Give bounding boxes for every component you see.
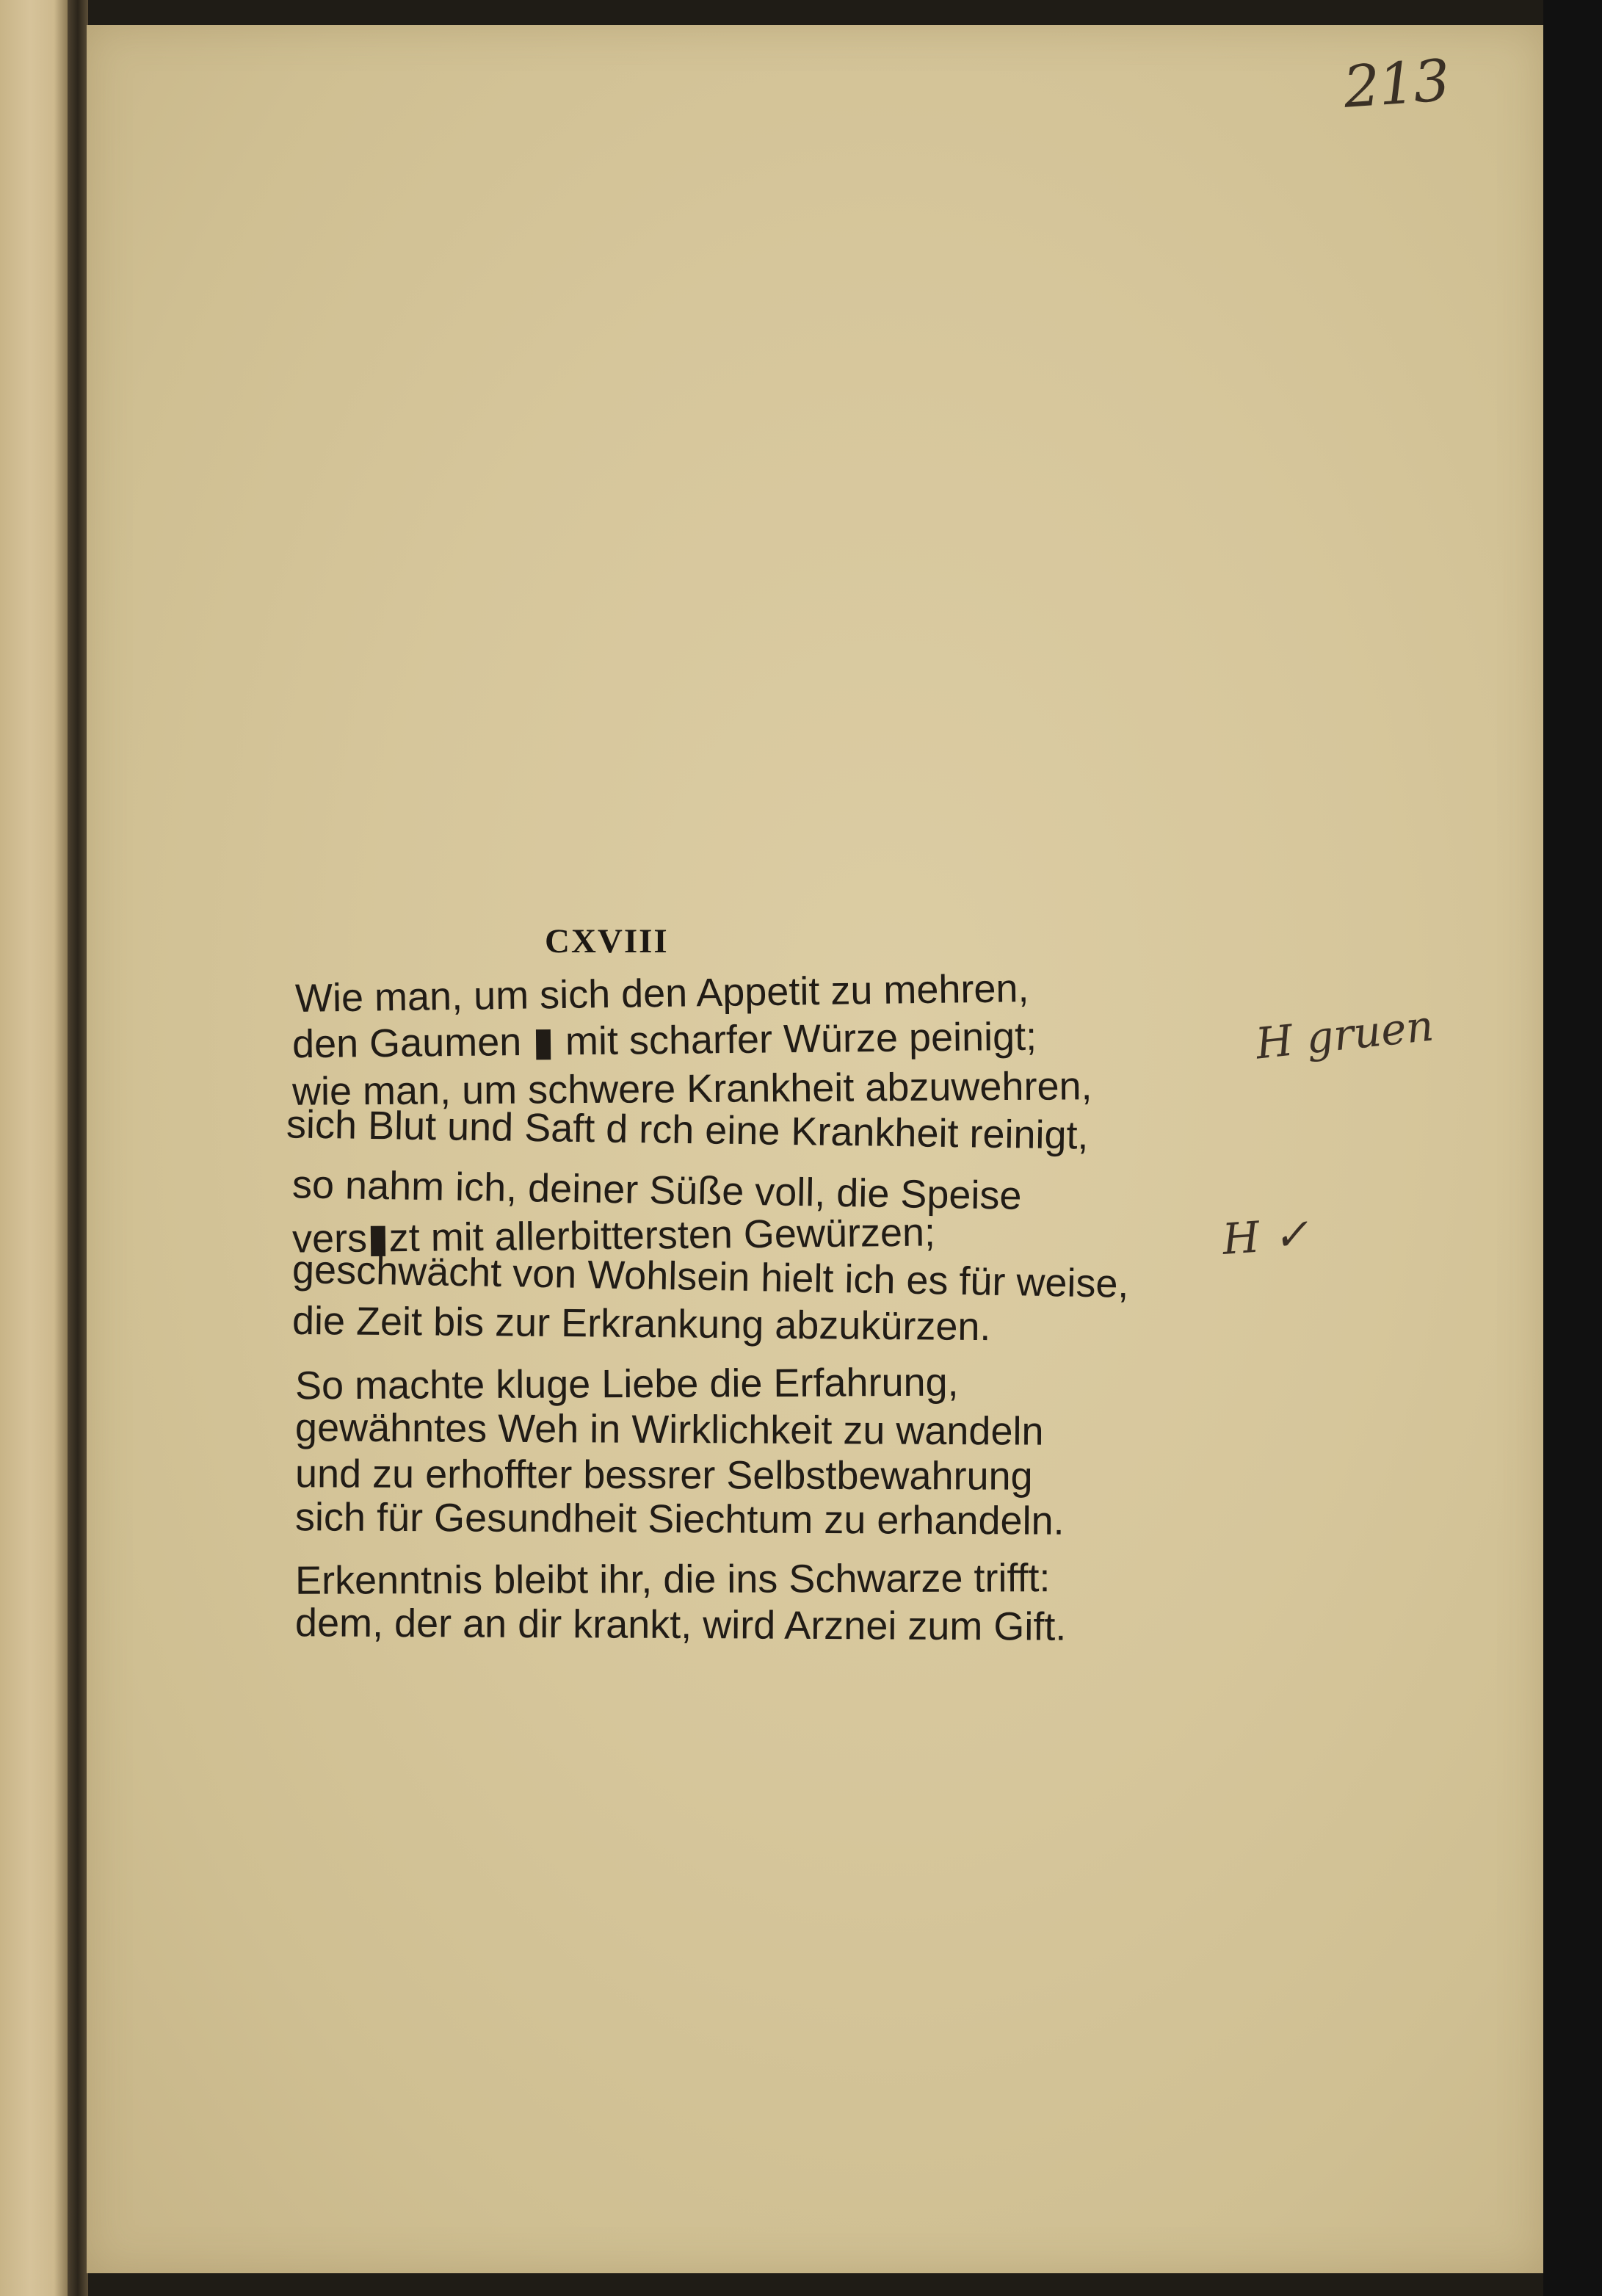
- poem-line: vers▮zt mit allerbittersten Gewürzen;: [291, 1210, 936, 1261]
- scan-border: [1543, 0, 1602, 2296]
- margin-annotation: H ✓: [1220, 1208, 1311, 1265]
- poem-line: So machte kluge Liebe die Erfahrung,: [294, 1360, 959, 1408]
- poem-line: und zu erhoffter bessrer Selbstbewahrung: [294, 1452, 1033, 1499]
- poem-line: die Zeit bis zur Erkrankung abzukürzen.: [291, 1298, 991, 1350]
- handwritten-page-number: 213: [1341, 48, 1451, 121]
- poem-line: sich Blut und Saft d rch eine Krankheit reinigt,: [286, 1102, 1089, 1158]
- facing-page-edge: [0, 0, 68, 2296]
- poem-title: CXVIII: [545, 922, 669, 960]
- poem-line: geschwächt von Wohlsein hielt ich es für weise,: [291, 1247, 1130, 1306]
- poem-line: wie man, um schwere Krankheit abzuwehren,: [291, 1064, 1092, 1114]
- poem-line: sich für Gesundheit Siechtum zu erhandeln.: [294, 1495, 1065, 1543]
- margin-annotation: H gruen: [1253, 1000, 1436, 1069]
- poem-line: dem, der an dir krankt, wird Arznei zum Gift.: [294, 1601, 1067, 1649]
- poem-line: Erkenntnis bleibt ihr, die ins Schwarze trifft:: [294, 1556, 1051, 1603]
- poem-line: gewähntes Weh in Wirklichkeit zu wandeln: [294, 1405, 1044, 1454]
- book-gutter: [68, 0, 88, 2296]
- poem-line: den Gaumen ▮ mit scharfer Würze peinigt;: [291, 1014, 1037, 1067]
- poem-line: so nahm ich, deiner Süße voll, die Speise: [291, 1162, 1022, 1218]
- poem-line: Wie man, um sich den Appetit zu mehren,: [294, 966, 1029, 1021]
